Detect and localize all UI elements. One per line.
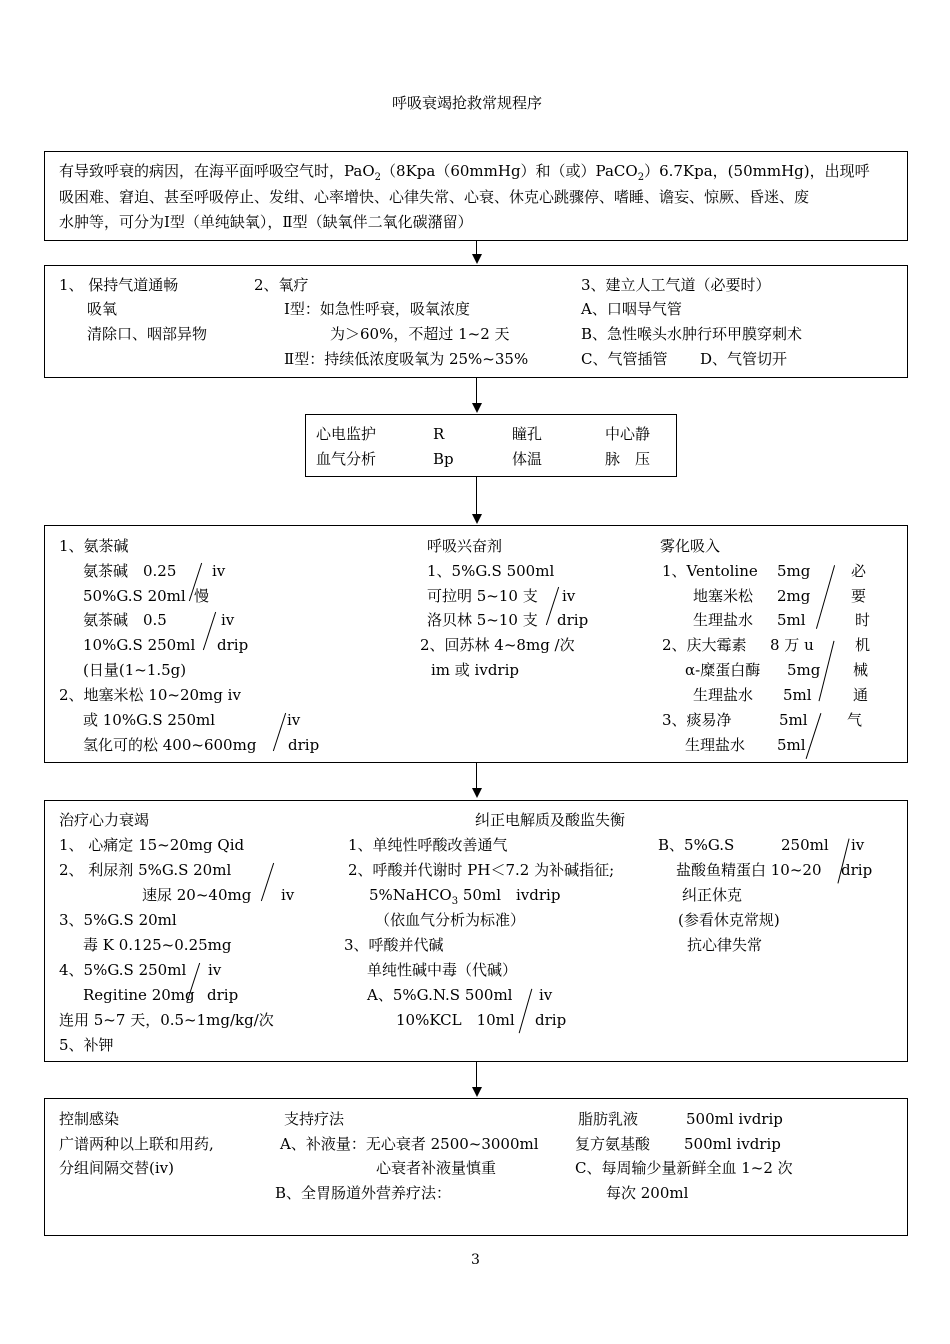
med-line: 4、5%G.S 250ml (59, 961, 187, 979)
med-line: 2、回苏林 4~8mg /次 (420, 636, 575, 654)
med-line: 1、单纯性呼酸改善通气 (348, 836, 508, 854)
monitor-pressure: 脉 压 (605, 450, 651, 468)
flow-arrow-line (476, 763, 477, 789)
med-line: (参看休克常规) (678, 911, 780, 929)
dose-label: 5mg (787, 661, 821, 679)
med-line: 脂肪乳液 (578, 1110, 639, 1128)
airway-option-a: A、口咽导气管 (581, 300, 682, 318)
med-line: B、5%G.S (658, 836, 735, 854)
route-label: drip (288, 736, 320, 754)
med-line: 1、Ventoline (662, 562, 758, 580)
med-line: 1、5%G.S 500ml (427, 562, 555, 580)
heart-failure-heading: 治疗心力衰竭 (59, 811, 150, 829)
vertical-note-char: 通 (853, 686, 869, 704)
route-label: drip (535, 1011, 567, 1029)
dose-label: 5mg (777, 562, 811, 580)
med-line: 2、 利尿剂 5%G.S 20ml (59, 861, 232, 879)
vertical-note-char: 必 (851, 562, 867, 580)
monitor-abg: 血气分析 (316, 450, 377, 468)
vertical-note-char: 机 (855, 636, 871, 654)
med-line: α-糜蛋白酶 (685, 661, 761, 679)
med-line: （依血气分析为标准） (375, 911, 526, 929)
dose-label: 5ml (777, 736, 806, 754)
med-line: 生理盐水 (693, 686, 754, 704)
support-heading: 支持疗法 (284, 1110, 345, 1128)
med-line: 10%G.S 250ml (83, 636, 196, 654)
monitor-ecg: 心电监护 (316, 425, 377, 443)
route-label: 慢 (194, 587, 210, 605)
clear-item: 清除口、咽部异物 (87, 325, 208, 343)
electrolyte-heading: 纠正电解质及酸监失衡 (475, 811, 626, 829)
airway-option-c: C、气管插管 (581, 350, 668, 368)
dose-label: 5ml (783, 686, 812, 704)
med-line: im 或 ivdrip (431, 661, 520, 679)
infection-heading: 控制感染 (59, 1110, 120, 1128)
med-line: Regitine 20mg (83, 986, 195, 1004)
med-line: 单纯性碱中毒（代碱） (367, 961, 518, 979)
med-line: 3、痰易净 (662, 711, 732, 729)
med-line: 分组间隔交替(iv) (59, 1159, 174, 1177)
oxygen-therapy-heading: 2、氧疗 (254, 276, 309, 294)
med-line: A、补液量：无心衰者 2500~3000ml (280, 1135, 539, 1153)
oxygen-item: 吸氧 (87, 300, 118, 318)
med-line: 毒 K 0.125~0.25mg (83, 936, 232, 954)
diagnosis-line-1: 有导致呼衰的病因，在海平面呼吸空气时，PaO$_2$（8Kpa（60mmHg）和（或）PaCO$_2$）6.7Kpa，(50mmHg)，出现呼 (59, 162, 870, 183)
dose-label: 2mg (777, 587, 811, 605)
med-line: A、5%G.N.S 500ml (367, 986, 513, 1004)
route-label: iv (208, 961, 222, 979)
type1-line: Ⅰ型：如急性呼衰，吸氧浓度 (284, 300, 470, 318)
route-label: drip (217, 636, 249, 654)
med-line: 50%G.S 20ml (83, 587, 186, 605)
dexamethasone-line: 2、地塞米松 10~20mg iv (59, 686, 241, 704)
type2-line: Ⅱ型：持续低浓度吸氧为 25%~35% (284, 350, 529, 368)
med-line: 生理盐水 (693, 611, 754, 629)
dose-label: 250ml (781, 836, 829, 854)
dose-label: 500ml ivdrip (684, 1135, 781, 1153)
flow-arrow-head (472, 254, 482, 264)
med-line: 抗心律失常 (687, 936, 763, 954)
airway-option-b: B、急性喉头水肿行环甲膜穿刺术 (581, 325, 803, 343)
med-line: 速尿 20~40mg (142, 886, 252, 904)
med-line: 或 10%G.S 250ml (83, 711, 216, 729)
med-line: 氢化可的松 400~600mg (83, 736, 257, 754)
med-line: 连用 5~7 天，0.5~1mg/kg/次 (59, 1011, 274, 1029)
med-line: 2、庆大霉素 (662, 636, 747, 654)
monitor-cvp: 中心静 (605, 425, 651, 443)
monitor-temp: 体温 (512, 450, 543, 468)
route-label: iv (221, 611, 235, 629)
flow-arrow-head (472, 788, 482, 798)
med-line: 地塞米松 (693, 587, 754, 605)
airway-item: 1、 保持气道通畅 (59, 276, 179, 294)
flow-arrow-line (476, 378, 477, 404)
route-label: iv (287, 711, 301, 729)
vertical-note-char: 要 (851, 587, 867, 605)
med-line: C、每周输少量新鲜全血 1~2 次 (575, 1159, 793, 1177)
airway-option-d: D、气管切开 (700, 350, 788, 368)
med-line: 10%KCL 10ml (396, 1011, 515, 1029)
respiratory-stimulant-heading: 呼吸兴奋剂 (427, 537, 503, 555)
med-line: 2、呼酸并代谢时 PH＜7.2 为补碱指征; (348, 861, 615, 879)
med-line: 1、 心痛定 15~20mg Qid (59, 836, 245, 854)
med-line: B、全胃肠道外营养疗法： (275, 1184, 452, 1202)
med-line: 可拉明 5~10 支 (427, 587, 538, 605)
med-line: 心衰者补液量慎重 (376, 1159, 497, 1177)
page-title: 呼吸衰竭抢救常规程序 (392, 94, 543, 112)
vertical-note-char: 气 (847, 711, 863, 729)
route-label: drip (557, 611, 589, 629)
med-line: 纠正休克 (682, 886, 743, 904)
dose-label: 8 万 u (770, 636, 814, 654)
diagnosis-line-3: 水肿等，可分为Ⅰ型（单纯缺氧），Ⅱ型（缺氧伴二氧化碳潴留） (59, 213, 473, 231)
vertical-note-char: 械 (853, 661, 869, 679)
med-line: 3、呼酸并代碱 (344, 936, 444, 954)
med-line: 生理盐水 (685, 736, 746, 754)
flow-arrow-line (476, 477, 477, 515)
med-line: 复方氨基酸 (575, 1135, 651, 1153)
med-line: 盐酸鱼精蛋白 10~20 (676, 861, 822, 879)
flow-arrow-head (472, 403, 482, 413)
route-label: iv (539, 986, 553, 1004)
route-label: iv (851, 836, 865, 854)
daily-dose: (日量(1~1.5g) (83, 661, 187, 679)
dose-label: 500ml ivdrip (686, 1110, 783, 1128)
route-label: iv (562, 587, 576, 605)
med-line: 3、5%G.S 20ml (59, 911, 177, 929)
page-number: 3 (471, 1252, 480, 1268)
route-label: drip (207, 986, 239, 1004)
flow-arrow-line (476, 1062, 477, 1088)
dose-label: 5ml (779, 711, 808, 729)
monitor-pupil: 瞳孔 (512, 425, 543, 443)
flow-arrow-head (472, 514, 482, 524)
monitor-bp: Bp (433, 450, 454, 468)
route-label: iv (281, 886, 295, 904)
med-line: 洛贝林 5~10 支 (427, 611, 538, 629)
med-line: 氨茶碱 0.25 (83, 562, 177, 580)
med-line: 5、补钾 (59, 1036, 114, 1054)
artificial-airway-heading: 3、建立人工气道（必要时） (581, 276, 771, 294)
route-label: drip (841, 861, 873, 879)
flow-arrow-line (476, 241, 477, 255)
dose-label: 5ml (777, 611, 806, 629)
aminophylline-heading: 1、氨茶碱 (59, 537, 129, 555)
med-line: 氨茶碱 0.5 (83, 611, 167, 629)
type1-line-2: 为＞60%，不超过 1~2 天 (330, 325, 510, 343)
diagnosis-line-2: 吸困难、窘迫、甚至呼吸停止、发绀、心率增快、心律失常、心衰、休克心跳骤停、嗜睡、谵妄、惊厥、昏迷、废 (59, 188, 810, 206)
med-line: 广谱两种以上联和用药, (59, 1135, 214, 1153)
route-label: iv (212, 562, 226, 580)
nebulization-heading: 雾化吸入 (660, 537, 721, 555)
flow-arrow-head (472, 1087, 482, 1097)
vertical-note-char: 时 (855, 611, 871, 629)
monitor-r: R (433, 425, 445, 443)
med-line: 每次 200ml (606, 1184, 689, 1202)
med-line: 5%NaHCO$_3$ 50ml ivdrip (369, 886, 561, 907)
